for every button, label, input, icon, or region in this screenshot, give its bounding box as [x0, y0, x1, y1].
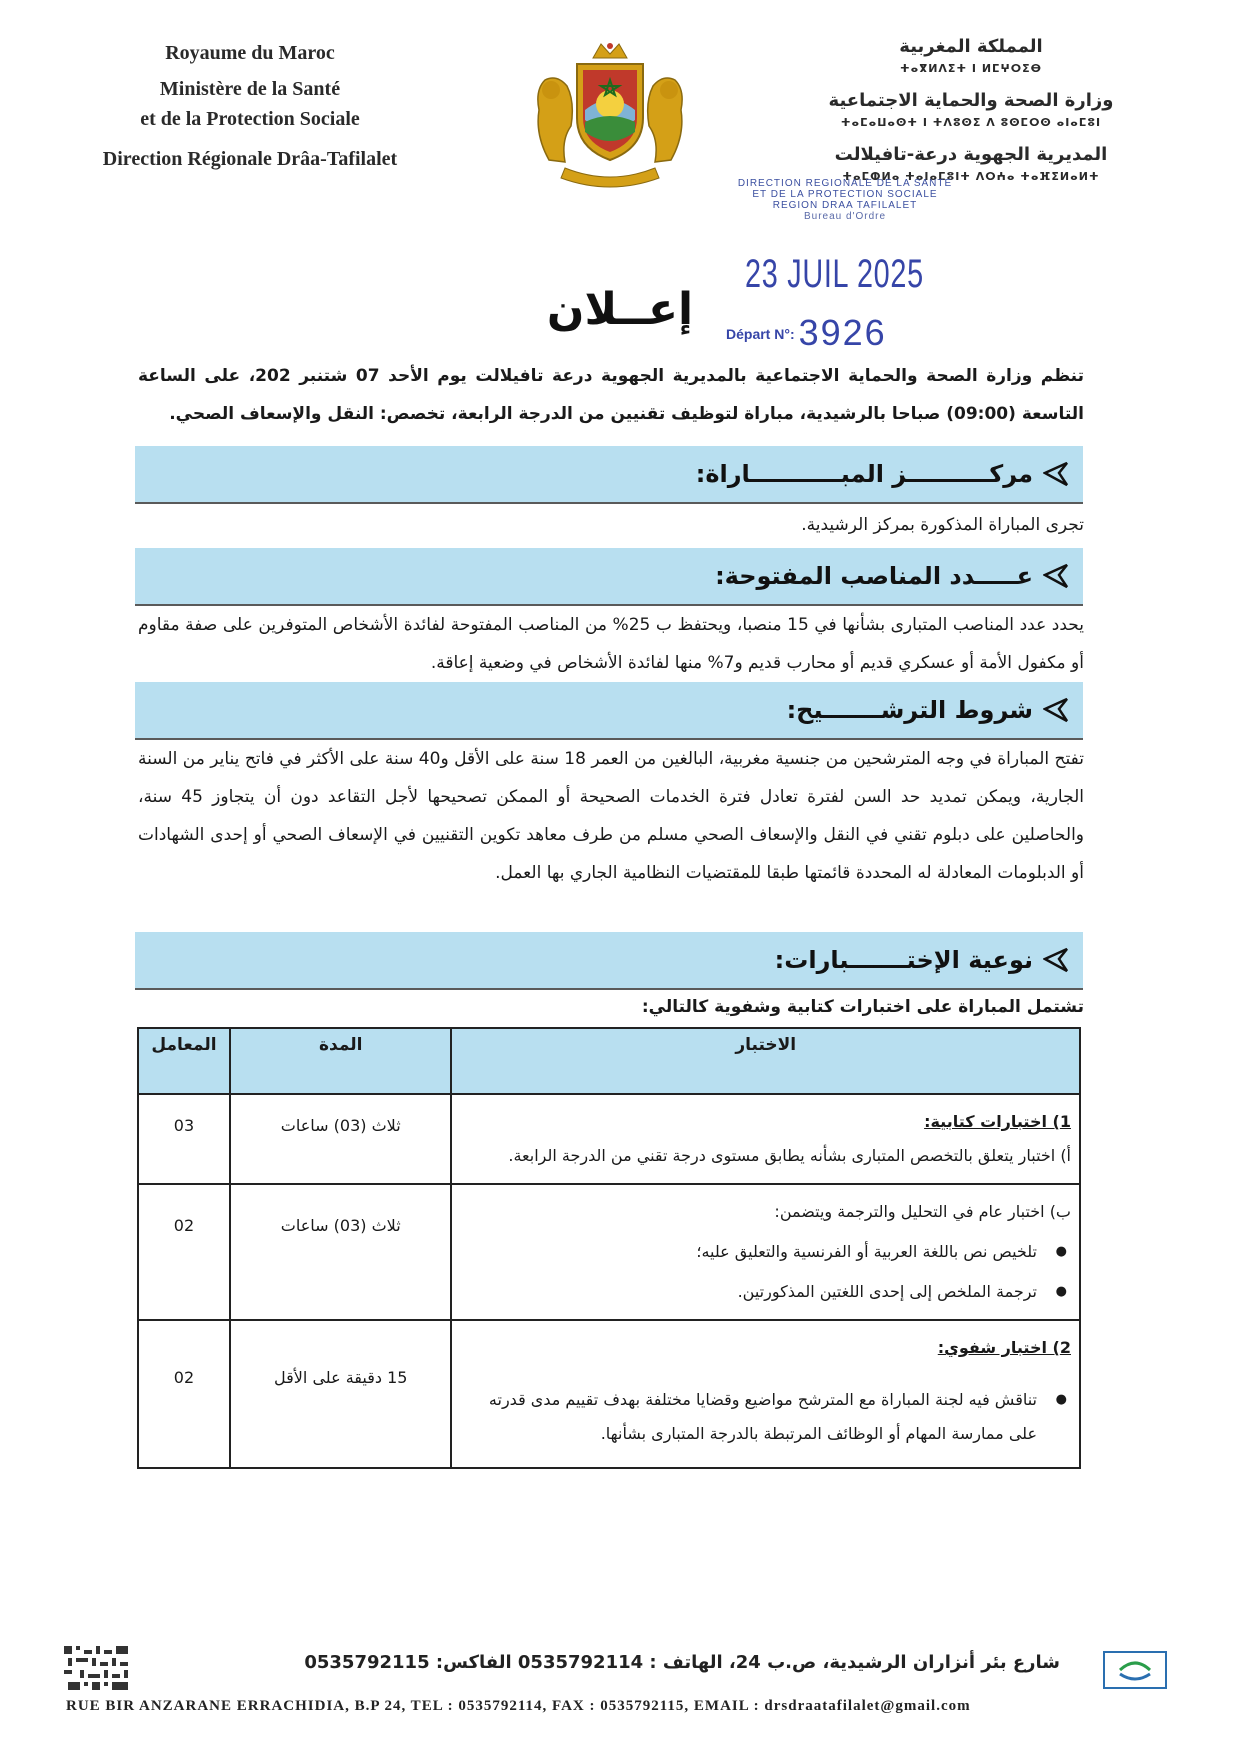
bullet-item: ● تناقش فيه لجنة المباراة مع المترشح مواضيع وقضايا مختلفة بهدف تقييم مدى قدرته على ممارسة المهام أو الوظائف المرتبطة بالدرجة المتبارى بشأنها.: [460, 1383, 1071, 1451]
intro-paragraph: تنظم وزارة الصحة والحماية الاجتماعية بالمديرية الجهوية درعة تافيلالت يوم الأحد 07 شتنبر 202، على الساعة التاسعة (09:00) صباحا بالرشيدية، مباراة لتوظيف تقنيين من الدرجة الرابعة، تخصص: النقل والإسعاف الصحي.: [138, 366, 1084, 424]
header-duration: المدة: [230, 1028, 452, 1094]
arabic-header: [806, 36, 1136, 198]
fr-ministry-2: et de la Protection Sociale: [140, 108, 360, 130]
exams-intro: تشتمل المباراة على اختبارات كتابية وشفوية كالتالي:: [641, 997, 1084, 1017]
duration-cell: 15 دقيقة على الأقل: [230, 1320, 452, 1468]
office-stamp: [720, 178, 970, 222]
coef-cell: 02: [138, 1184, 230, 1320]
ar-direction: المديرية الجهوية درعة-تافيلالت: [834, 144, 1108, 165]
french-header: [60, 38, 440, 174]
duration-cell: ثلاث (03) ساعات: [230, 1094, 452, 1184]
table-row: [138, 1094, 1080, 1184]
depart-number: 3926: [798, 312, 887, 353]
bullet-item: ● تلخيص نص باللغة العربية أو الفرنسية والتعليق عليه؛: [460, 1235, 1071, 1269]
footer-arabic: شارع بئر أنزاران الرشيدية، ص.ب 24، الهاتف : 0535792114 الفاكس: 0535792115: [304, 1652, 1060, 1673]
test-cell: [451, 1094, 1080, 1184]
duration-cell: ثلاث (03) ساعات: [230, 1184, 452, 1320]
tif-ministry: ⵜⴰⵎⴰⵡⴰⵙⵜ ⵏ ⵜⴷⵓⵙⵉ ⴷ ⵓⵙⵎⵔⵙ ⴰⵏⴰⵎⵓⵏ: [840, 116, 1102, 129]
test-text: أ) اختبار يتعلق بالتخصص المتبارى بشأنه يطابق مستوى درجة تقني من الدرجة الرابعة.: [508, 1146, 1071, 1165]
test-cell: [451, 1320, 1080, 1468]
depart-stamp: [726, 306, 887, 353]
stamp-bureau: Bureau d'Ordre: [803, 211, 887, 222]
ar-ministry: وزارة الصحة والحماية الاجتماعية: [828, 90, 1114, 111]
section-title-exams: نوعية الإختـــــــبارات:: [774, 946, 1033, 974]
moroccan-emblem-icon: [505, 40, 715, 190]
fr-direction: Direction Régionale Drâa-Tafilalet: [102, 148, 398, 170]
stamp-line-3: REGION DRAA TAFILALET: [772, 200, 918, 211]
section-band-center: [135, 446, 1083, 504]
coef-cell: 02: [138, 1320, 230, 1468]
tif-direction: ⵜⴰⵎⵀⵍⴰ ⵜⴰⵏⴰⵎⵓⵏⵜ ⴷⵔⵄⴰ ⵜⴰⴼⵉⵍⴰⵍⵜ: [842, 170, 1100, 183]
table-header-row: [138, 1028, 1080, 1094]
depart-label: Départ N°:: [726, 326, 795, 342]
fr-kingdom: Royaume du Maroc: [165, 42, 335, 64]
ministry-logo-icon: [1100, 1648, 1170, 1692]
page-title: إعــلان: [546, 284, 694, 335]
stamp-line-2: ET DE LA PROTECTION SOCIALE: [752, 189, 938, 200]
stamp-line-1: DIRECTION REGIONALE DE LA SANTE: [737, 178, 953, 189]
section-title-conditions: شروط الترشـــــــيح:: [786, 696, 1033, 724]
section-label: 1) اختبارات كتابية:: [924, 1112, 1071, 1131]
date-stamp: 23 JUIL 2025: [745, 252, 924, 296]
bullet-item: ● ترجمة الملخص إلى إحدى اللغتين المذكورتين.: [460, 1275, 1071, 1309]
fr-ministry: Ministère de la Santé: [159, 78, 341, 100]
header-coef: المعامل: [138, 1028, 230, 1094]
section-title-posts: عـــــدد المناصب المفتوحة:: [715, 562, 1033, 590]
arrow-bullet-icon: [1043, 947, 1069, 973]
exams-table: [137, 1027, 1081, 1469]
posts-text: يحدد عدد المناصب المتبارى بشأنها في 15 منصبا، ويحتفظ ب 25% من المناصب المفتوحة لفائدة الأشخاص المتوفرين على صفة مقاوم أو مكفول الأمة أو عسكري قديم أو محارب قديم و7% منها لفائدة الأشخاص في وضعية إعاقة.: [138, 615, 1084, 673]
center-text: تجرى المباراة المذكورة بمركز الرشيدية.: [801, 515, 1084, 535]
section-band-conditions: [135, 682, 1083, 740]
section-band-exams: [135, 932, 1083, 990]
section-title-center: مركــــــــــز المبـــــــــــاراة:: [695, 460, 1033, 488]
test-cell: [451, 1184, 1080, 1320]
section-label: 2) اختبار شفوي:: [937, 1338, 1071, 1357]
section-band-posts: [135, 548, 1083, 606]
ar-kingdom: المملكة المغربية: [899, 36, 1043, 57]
arrow-bullet-icon: [1043, 461, 1069, 487]
test-text: ب) اختبار عام في التحليل والترجمة ويتضمن:: [774, 1202, 1071, 1221]
table-row: [138, 1320, 1080, 1468]
table-row: [138, 1184, 1080, 1320]
header-test: الاختبار: [451, 1028, 1080, 1094]
arrow-bullet-icon: [1043, 563, 1069, 589]
tif-kingdom: ⵜⴰⴳⵍⴷⵉⵜ ⵏ ⵍⵎⵖⵔⵉⴱ: [899, 62, 1042, 75]
conditions-text: تفتح المباراة في وجه المترشحين من جنسية مغربية، البالغين من العمر 18 سنة على الأقل و40 سنة على الأكثر في فاتح يناير من السنة الجارية، ويمكن تمديد حد السن لفترة تعادل فترة الخدمات الصحيحة أو الممكن تصحيحها لأجل التقاعد دون أن يتجاوز 45 سنة، والحاصلين على دبلوم تقني في النقل والإسعاف الصحي مسلم من طرف معاهد تكوين التقنيين في الإسعاف الصحي أو إحدى الشهادات أو الدبلومات المعادلة له المحددة قائمتها طبقا للمقتضيات النظامية الجاري بها العمل.: [138, 749, 1084, 883]
coef-cell: 03: [138, 1094, 230, 1184]
arrow-bullet-icon: [1043, 697, 1069, 723]
qr-code-icon: [64, 1646, 128, 1690]
footer-french: RUE BIR ANZARANE ERRACHIDIA, B.P 24, TEL : 0535792114, FAX : 0535792115, EMAIL : drsdraatafilalet@gmail.com: [66, 1698, 971, 1714]
